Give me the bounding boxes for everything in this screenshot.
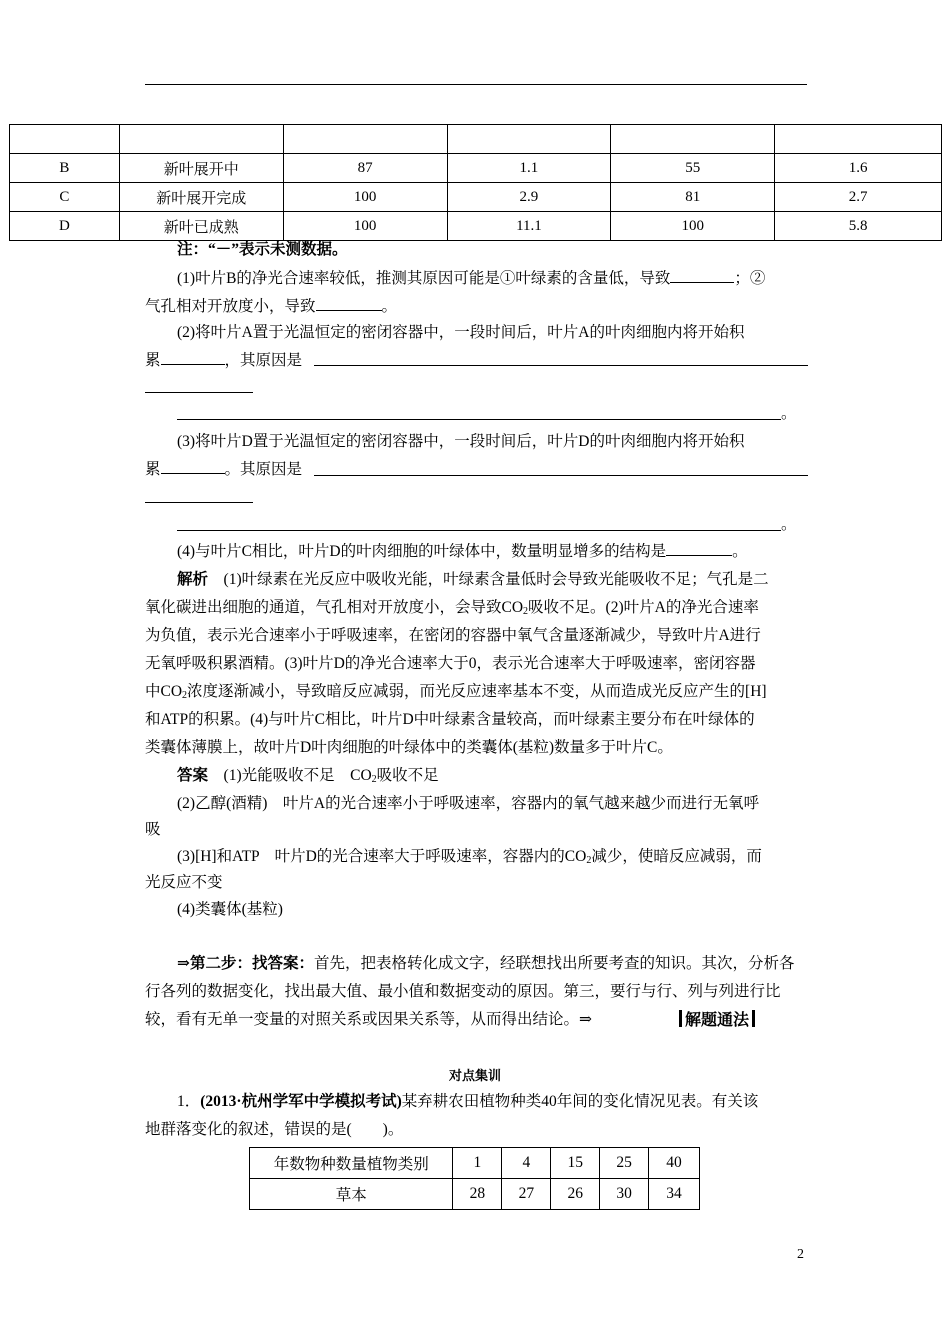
answer-line-text: 光反应不变 <box>145 874 223 891</box>
answer-line[interactable] <box>177 530 781 531</box>
step2-line: ⇒第二步：找答案：首先，把表格转化成文字，经联想找出所要考查的知识。其次，分析各 <box>177 955 795 972</box>
period: 。 <box>781 405 797 422</box>
table-cell: 30 <box>600 1179 649 1210</box>
table-header-cell: 15 <box>551 1148 600 1179</box>
question-1-stem: 地群落变化的叙述，错误的是( )。 <box>145 1121 404 1138</box>
table-cell: 2.9 <box>447 183 611 212</box>
table-cell: 1.6 <box>775 154 942 183</box>
table-row <box>10 212 942 241</box>
section-title: 对点集训 <box>448 1068 501 1083</box>
table-cell: 26 <box>551 1179 600 1210</box>
table-cell: 100 <box>611 212 775 241</box>
table-note: 注：“－”表示未测数据。 <box>177 241 348 258</box>
step2-line: 较，看有无单一变量的对照关系或因果关系等，从而得出结论。⇒ <box>145 1011 592 1028</box>
question-2-line-2: 累 ，其原因是 <box>145 347 302 375</box>
header-rule <box>145 84 807 85</box>
table-cell: 81 <box>611 183 775 212</box>
table-cell: 新叶已成熟 <box>119 212 283 241</box>
table-row <box>250 1179 700 1210</box>
table-cell: 100 <box>283 212 447 241</box>
table-header-cell: 4 <box>502 1148 551 1179</box>
table-cell: 100 <box>283 183 447 212</box>
analysis-line: 和ATP的积累。(4)与叶片C相比，叶片D中叶绿素含量较高，而叶绿素主要分布在叶绿体的 <box>145 711 755 728</box>
table-cell <box>775 125 942 154</box>
table-cell <box>10 125 120 154</box>
period: 。 <box>781 516 797 533</box>
table-cell: 87 <box>283 154 447 183</box>
table-header-cell: 25 <box>600 1148 649 1179</box>
table-header-cell: 40 <box>649 1148 700 1179</box>
answer-line-text: 答案 (1)光能吸收不足 $CO_2$吸收不足 <box>177 767 439 785</box>
table-cell: 2.7 <box>775 183 942 212</box>
table-cell <box>447 125 611 154</box>
table-cell: 34 <box>649 1179 700 1210</box>
method-badge: 解题通法 <box>676 1006 758 1034</box>
answer-line[interactable] <box>145 392 253 393</box>
question-2-line-1: (2)将叶片A置于光温恒定的密闭容器中，一段时间后，叶片A的叶肉细胞内将开始积 <box>177 324 745 341</box>
table-header-cell: 1 <box>453 1148 502 1179</box>
table-cell: 55 <box>611 154 775 183</box>
plant-species-table <box>249 1147 700 1210</box>
analysis-line: 无氧呼吸积累酒精。(3)叶片D的净光合速率大于0，表示光合速率大于呼吸速率，密闭容器 <box>145 655 756 672</box>
table-row <box>10 154 942 183</box>
table-header-cell: 年数物种数量植物类别 <box>250 1148 453 1179</box>
table-cell <box>119 125 283 154</box>
step2-line: 行各列的数据变化，找出最大值、最小值和数据变动的原因。第三，要行与行、列与列进行比 <box>145 983 781 1000</box>
table-cell: B <box>10 154 120 183</box>
question-4: (4)与叶片C相比，叶片D的叶肉细胞的叶绿体中，数量明显增多的结构是 。 <box>177 538 748 566</box>
analysis-line: 氧化碳进出细胞的通道，气孔相对开放度小，会导致$CO_2$吸收不足。(2)叶片A的净光合速率 <box>145 599 759 617</box>
answer-blank[interactable] <box>161 456 225 474</box>
table-cell: C <box>10 183 120 212</box>
question-1-line-2: 气孔相对开放度小，导致 。 <box>145 293 397 321</box>
leaf-data-table <box>9 124 942 241</box>
table-cell <box>611 125 775 154</box>
table-cell: 1.1 <box>447 154 611 183</box>
answer-line[interactable] <box>177 419 781 420</box>
table-cell: 新叶展开完成 <box>119 183 283 212</box>
analysis-line: 为负值，表示光合速率小于呼吸速率，在密闭的容器中氧气含量逐渐减少，导致叶片A进行 <box>145 627 761 644</box>
answer-line[interactable] <box>145 502 253 503</box>
table-cell: 5.8 <box>775 212 942 241</box>
table-header-row <box>250 1148 700 1179</box>
answer-blank[interactable] <box>316 293 382 311</box>
analysis-line: 中$CO_2$浓度逐渐减小，导致暗反应减弱，而光反应速率基本不变，从而造成光反应产生的[H] <box>145 683 767 701</box>
answer-blank[interactable] <box>161 347 225 365</box>
table-cell: D <box>10 212 120 241</box>
answer-line-text: (2)乙醇(酒精) 叶片A的光合速率小于呼吸速率，容器内的氧气越来越少而进行无氧呼 <box>177 795 760 812</box>
table-cell: 新叶展开中 <box>119 154 283 183</box>
question-3-line-1: (3)将叶片D置于光温恒定的密闭容器中，一段时间后，叶片D的叶肉细胞内将开始积 <box>177 433 745 450</box>
answer-blank[interactable] <box>670 265 734 283</box>
answer-line-text: (4)类囊体(基粒) <box>177 901 283 918</box>
table-cell: 11.1 <box>447 212 611 241</box>
answer-blank[interactable] <box>666 538 732 556</box>
page-number: 2 <box>797 1247 804 1262</box>
analysis-line: 类囊体薄膜上，故叶片D叶肉细胞的叶绿体中的类囊体(基粒)数量多于叶片C。 <box>145 739 673 756</box>
table-cell <box>283 125 447 154</box>
table-cell: 草本 <box>250 1179 453 1210</box>
table-cell: 27 <box>502 1179 551 1210</box>
answer-line-text: (3)[H]和ATP 叶片D的光合速率大于呼吸速率，容器内的$CO_2$减少，使暗反应减弱，而 <box>177 848 762 866</box>
table-cell: 28 <box>453 1179 502 1210</box>
table-row <box>10 183 942 212</box>
question-3-line-2: 累 。其原因是 <box>145 456 302 484</box>
table-row <box>10 125 942 154</box>
question-1-line-1: (1)叶片B的净光合速率较低，推测其原因可能是①叶绿素的含量低，导致 ；② <box>177 265 765 293</box>
answer-line[interactable] <box>314 365 808 366</box>
question-1-stem: 1．(2013·杭州学军中学模拟考试)某弃耕农田植物种类40年间的变化情况见表。有关该 <box>177 1093 759 1110</box>
analysis-line: 解析 (1)叶绿素在光反应中吸收光能，叶绿素含量低时会导致光能吸收不足；气孔是二 <box>177 571 769 588</box>
answer-line[interactable] <box>314 475 808 476</box>
answer-line-text: 吸 <box>145 821 161 838</box>
